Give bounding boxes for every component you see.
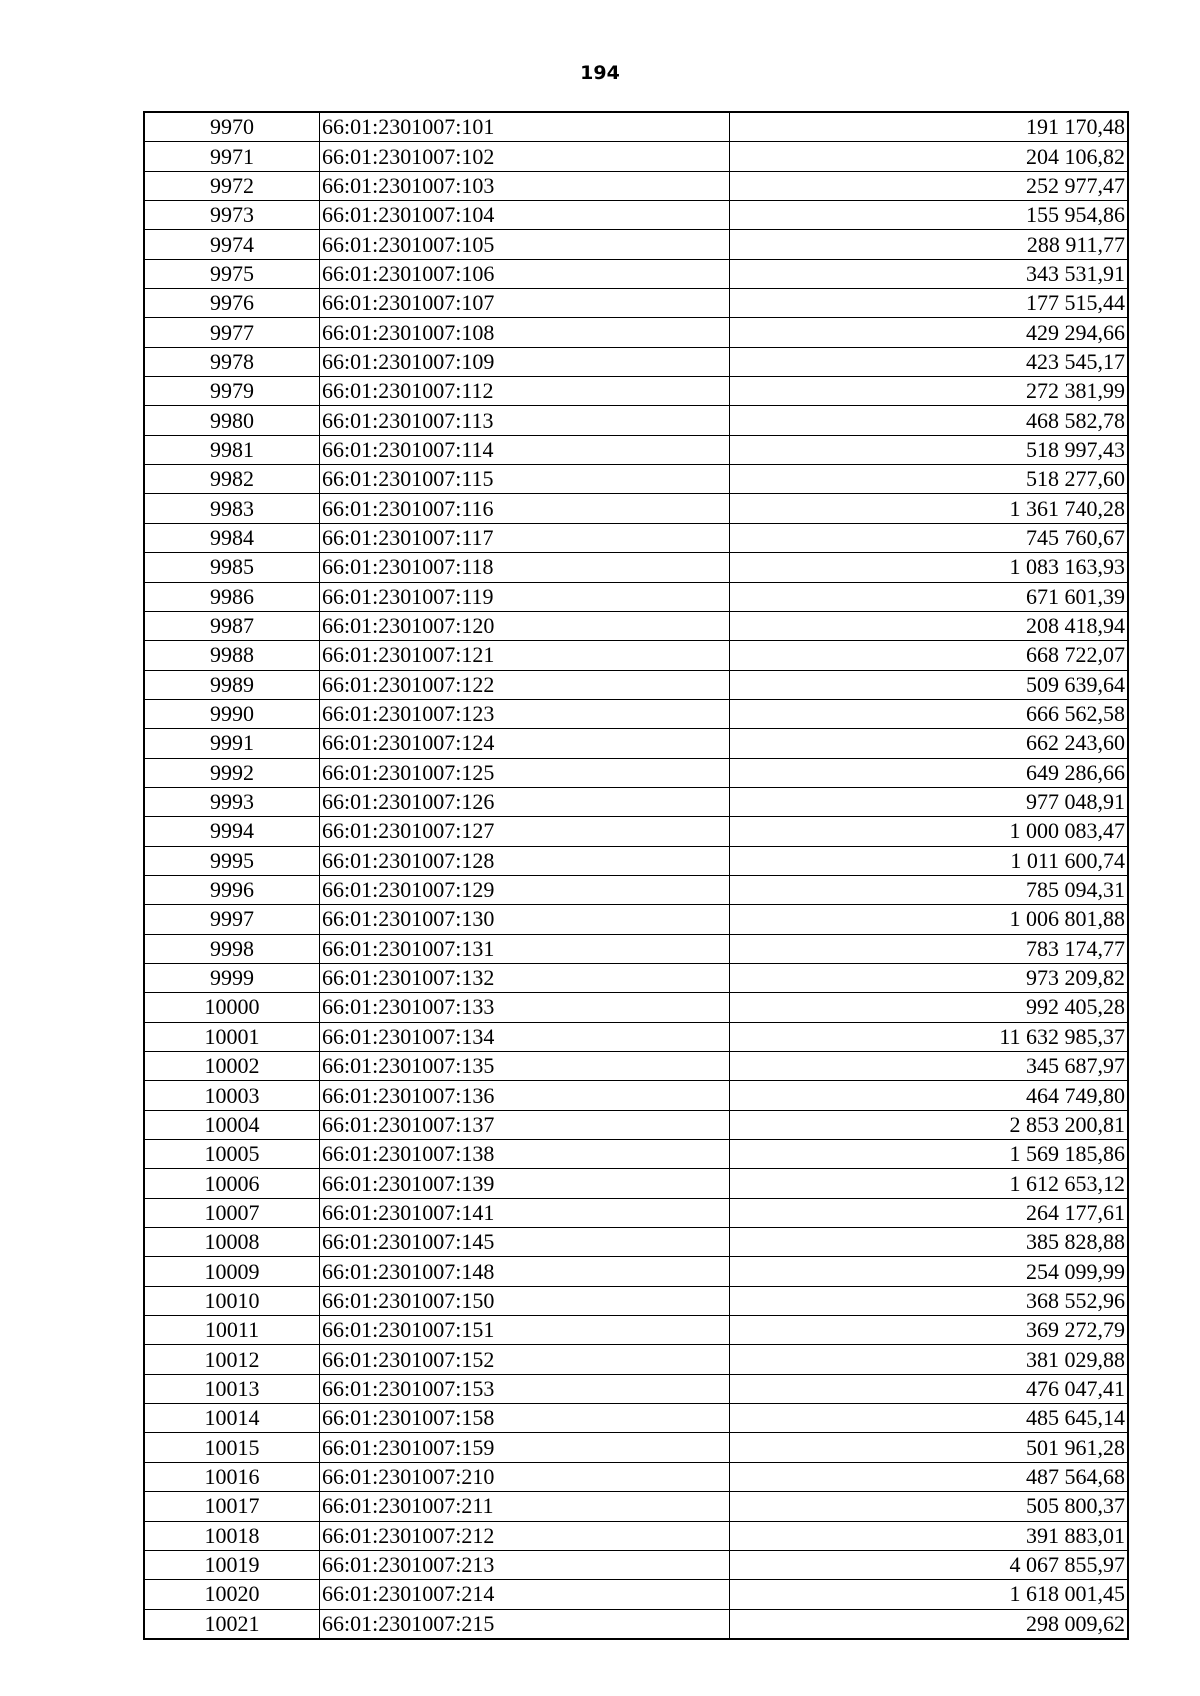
row-number-cell: 9972: [144, 171, 320, 200]
cadastral-number-cell: 66:01:2301007:127: [320, 817, 730, 846]
cadastral-value-cell: 385 828,88: [730, 1228, 1129, 1257]
row-number-cell: 9977: [144, 318, 320, 347]
cadastral-number-cell: 66:01:2301007:120: [320, 611, 730, 640]
table-row: [144, 1110, 1128, 1139]
cadastral-value-cell: 252 977,47: [730, 171, 1129, 200]
table-row: [144, 1492, 1128, 1521]
row-number-cell: 10012: [144, 1345, 320, 1374]
cadastral-number-cell: 66:01:2301007:114: [320, 435, 730, 464]
table-row: [144, 347, 1128, 376]
cadastral-value-cell: 1 612 653,12: [730, 1169, 1129, 1198]
cadastral-number-cell: 66:01:2301007:108: [320, 318, 730, 347]
cadastral-number-cell: 66:01:2301007:124: [320, 729, 730, 758]
page-number: 194: [580, 62, 620, 84]
table-row: [144, 171, 1128, 200]
table-row: [144, 934, 1128, 963]
cadastral-value-cell: 208 418,94: [730, 611, 1129, 640]
cadastral-value-cell: 668 722,07: [730, 641, 1129, 670]
cadastral-value-cell: 468 582,78: [730, 406, 1129, 435]
row-number-cell: 10000: [144, 993, 320, 1022]
row-number-cell: 10005: [144, 1140, 320, 1169]
table-row: [144, 259, 1128, 288]
cadastral-number-cell: 66:01:2301007:134: [320, 1022, 730, 1051]
cadastral-number-cell: 66:01:2301007:117: [320, 523, 730, 552]
cadastral-number-cell: 66:01:2301007:148: [320, 1257, 730, 1286]
cadastral-value-cell: 177 515,44: [730, 289, 1129, 318]
table-row: [144, 1404, 1128, 1433]
cadastral-value-cell: 1 569 185,86: [730, 1140, 1129, 1169]
table-row: [144, 112, 1128, 142]
table-body: [144, 112, 1128, 1639]
cadastral-number-cell: 66:01:2301007:150: [320, 1286, 730, 1315]
cadastral-number-cell: 66:01:2301007:159: [320, 1433, 730, 1462]
table-row: [144, 641, 1128, 670]
cadastral-number-cell: 66:01:2301007:113: [320, 406, 730, 435]
table-row: [144, 787, 1128, 816]
cadastral-value-cell: 662 243,60: [730, 729, 1129, 758]
cadastral-value-cell: 4 067 855,97: [730, 1550, 1129, 1579]
cadastral-value-cell: 11 632 985,37: [730, 1022, 1129, 1051]
cadastral-value-cell: 1 083 163,93: [730, 553, 1129, 582]
row-number-cell: 9983: [144, 494, 320, 523]
row-number-cell: 10007: [144, 1198, 320, 1227]
table-row: [144, 1228, 1128, 1257]
cadastral-number-cell: 66:01:2301007:131: [320, 934, 730, 963]
cadastral-number-cell: 66:01:2301007:125: [320, 758, 730, 787]
cadastral-number-cell: 66:01:2301007:102: [320, 142, 730, 171]
cadastral-value-cell: 783 174,77: [730, 934, 1129, 963]
cadastral-value-cell: 973 209,82: [730, 963, 1129, 992]
row-number-cell: 10006: [144, 1169, 320, 1198]
cadastral-value-cell: 785 094,31: [730, 875, 1129, 904]
row-number-cell: 9970: [144, 112, 320, 142]
table-row: [144, 1521, 1128, 1550]
cadastral-number-cell: 66:01:2301007:153: [320, 1374, 730, 1403]
table-row: [144, 377, 1128, 406]
table-row: [144, 905, 1128, 934]
row-number-cell: 10017: [144, 1492, 320, 1521]
row-number-cell: 9973: [144, 201, 320, 230]
cadastral-value-cell: 992 405,28: [730, 993, 1129, 1022]
row-number-cell: 10009: [144, 1257, 320, 1286]
row-number-cell: 9978: [144, 347, 320, 376]
row-number-cell: 9981: [144, 435, 320, 464]
table-row: [144, 993, 1128, 1022]
cadastral-number-cell: 66:01:2301007:107: [320, 289, 730, 318]
row-number-cell: 9991: [144, 729, 320, 758]
table-row: [144, 1374, 1128, 1403]
cadastral-number-cell: 66:01:2301007:133: [320, 993, 730, 1022]
cadastral-value-cell: 264 177,61: [730, 1198, 1129, 1227]
table-row: [144, 963, 1128, 992]
table-row: [144, 670, 1128, 699]
cadastral-number-cell: 66:01:2301007:128: [320, 846, 730, 875]
row-number-cell: 9998: [144, 934, 320, 963]
cadastral-number-cell: 66:01:2301007:130: [320, 905, 730, 934]
cadastral-value-cell: 671 601,39: [730, 582, 1129, 611]
cadastral-number-cell: 66:01:2301007:132: [320, 963, 730, 992]
row-number-cell: 9993: [144, 787, 320, 816]
cadastral-value-cell: 288 911,77: [730, 230, 1129, 259]
row-number-cell: 9990: [144, 699, 320, 728]
table-row: [144, 435, 1128, 464]
cadastral-number-cell: 66:01:2301007:136: [320, 1081, 730, 1110]
cadastral-value-cell: 343 531,91: [730, 259, 1129, 288]
cadastral-value-cell: 155 954,86: [730, 201, 1129, 230]
row-number-cell: 9984: [144, 523, 320, 552]
table-row: [144, 875, 1128, 904]
cadastral-number-cell: 66:01:2301007:123: [320, 699, 730, 728]
cadastral-number-cell: 66:01:2301007:158: [320, 1404, 730, 1433]
cadastral-value-cell: 476 047,41: [730, 1374, 1129, 1403]
cadastral-number-cell: 66:01:2301007:129: [320, 875, 730, 904]
cadastral-number-cell: 66:01:2301007:119: [320, 582, 730, 611]
row-number-cell: 9995: [144, 846, 320, 875]
cadastral-value-cell: 485 645,14: [730, 1404, 1129, 1433]
row-number-cell: 9985: [144, 553, 320, 582]
cadastral-number-cell: 66:01:2301007:112: [320, 377, 730, 406]
cadastral-value-cell: 518 277,60: [730, 465, 1129, 494]
table-row: [144, 406, 1128, 435]
cadastral-value-cell: 501 961,28: [730, 1433, 1129, 1462]
table-row: [144, 1316, 1128, 1345]
cadastral-value-cell: 509 639,64: [730, 670, 1129, 699]
table-row: [144, 494, 1128, 523]
cadastral-value-cell: 368 552,96: [730, 1286, 1129, 1315]
row-number-cell: 9997: [144, 905, 320, 934]
row-number-cell: 9971: [144, 142, 320, 171]
cadastral-number-cell: 66:01:2301007:214: [320, 1580, 730, 1609]
table-row: [144, 1433, 1128, 1462]
cadastral-value-cell: 1 000 083,47: [730, 817, 1129, 846]
table-row: [144, 318, 1128, 347]
cadastral-number-cell: 66:01:2301007:104: [320, 201, 730, 230]
cadastral-value-cell: 381 029,88: [730, 1345, 1129, 1374]
cadastral-number-cell: 66:01:2301007:139: [320, 1169, 730, 1198]
cadastral-number-cell: 66:01:2301007:137: [320, 1110, 730, 1139]
cadastral-number-cell: 66:01:2301007:215: [320, 1609, 730, 1639]
row-number-cell: 9974: [144, 230, 320, 259]
cadastral-value-cell: 464 749,80: [730, 1081, 1129, 1110]
table-row: [144, 142, 1128, 171]
table-row: [144, 1580, 1128, 1609]
row-number-cell: 10010: [144, 1286, 320, 1315]
row-number-cell: 9989: [144, 670, 320, 699]
cadastral-value-cell: 369 272,79: [730, 1316, 1129, 1345]
table-row: [144, 699, 1128, 728]
table-row: [144, 1081, 1128, 1110]
row-number-cell: 10001: [144, 1022, 320, 1051]
cadastral-number-cell: 66:01:2301007:141: [320, 1198, 730, 1227]
row-number-cell: 9996: [144, 875, 320, 904]
row-number-cell: 9979: [144, 377, 320, 406]
cadastral-value-cell: 487 564,68: [730, 1462, 1129, 1491]
cadastral-number-cell: 66:01:2301007:118: [320, 553, 730, 582]
cadastral-value-cell: 345 687,97: [730, 1052, 1129, 1081]
row-number-cell: 10020: [144, 1580, 320, 1609]
cadastral-value-cell: 977 048,91: [730, 787, 1129, 816]
table-row: [144, 201, 1128, 230]
row-number-cell: 9976: [144, 289, 320, 318]
cadastral-number-cell: 66:01:2301007:105: [320, 230, 730, 259]
table-row: [144, 582, 1128, 611]
cadastral-number-cell: 66:01:2301007:109: [320, 347, 730, 376]
table-row: [144, 553, 1128, 582]
cadastral-value-cell: 272 381,99: [730, 377, 1129, 406]
cadastral-number-cell: 66:01:2301007:115: [320, 465, 730, 494]
cadastral-value-cell: 1 618 001,45: [730, 1580, 1129, 1609]
cadastral-number-cell: 66:01:2301007:101: [320, 112, 730, 142]
cadastral-value-cell: 2 853 200,81: [730, 1110, 1129, 1139]
cadastral-value-cell: 649 286,66: [730, 758, 1129, 787]
row-number-cell: 9992: [144, 758, 320, 787]
cadastral-value-cell: 191 170,48: [730, 112, 1129, 142]
cadastral-value-cell: 1 006 801,88: [730, 905, 1129, 934]
table-row: [144, 846, 1128, 875]
cadastral-number-cell: 66:01:2301007:210: [320, 1462, 730, 1491]
cadastral-number-cell: 66:01:2301007:121: [320, 641, 730, 670]
row-number-cell: 10008: [144, 1228, 320, 1257]
table-row: [144, 1022, 1128, 1051]
table-row: [144, 1462, 1128, 1491]
cadastral-value-cell: 745 760,67: [730, 523, 1129, 552]
table-row: [144, 1345, 1128, 1374]
row-number-cell: 10019: [144, 1550, 320, 1579]
row-number-cell: 10011: [144, 1316, 320, 1345]
cadastral-value-cell: 254 099,99: [730, 1257, 1129, 1286]
cadastral-value-cell: 1 361 740,28: [730, 494, 1129, 523]
table-row: [144, 1609, 1128, 1639]
table-row: [144, 1257, 1128, 1286]
cadastral-number-cell: 66:01:2301007:106: [320, 259, 730, 288]
cadastral-value-cell: 429 294,66: [730, 318, 1129, 347]
table-row: [144, 1198, 1128, 1227]
table-row: [144, 611, 1128, 640]
cadastral-number-cell: 66:01:2301007:211: [320, 1492, 730, 1521]
row-number-cell: 9980: [144, 406, 320, 435]
table-row: [144, 1550, 1128, 1579]
row-number-cell: 10016: [144, 1462, 320, 1491]
row-number-cell: 10014: [144, 1404, 320, 1433]
row-number-cell: 10021: [144, 1609, 320, 1639]
row-number-cell: 10015: [144, 1433, 320, 1462]
cadastral-value-table: [143, 111, 1129, 1640]
cadastral-number-cell: 66:01:2301007:212: [320, 1521, 730, 1550]
row-number-cell: 9986: [144, 582, 320, 611]
cadastral-number-cell: 66:01:2301007:126: [320, 787, 730, 816]
cadastral-number-cell: 66:01:2301007:122: [320, 670, 730, 699]
table-row: [144, 1286, 1128, 1315]
table-row: [144, 289, 1128, 318]
table-row: [144, 729, 1128, 758]
cadastral-value-cell: 518 997,43: [730, 435, 1129, 464]
cadastral-number-cell: 66:01:2301007:213: [320, 1550, 730, 1579]
row-number-cell: 10003: [144, 1081, 320, 1110]
row-number-cell: 9987: [144, 611, 320, 640]
row-number-cell: 9999: [144, 963, 320, 992]
cadastral-number-cell: 66:01:2301007:103: [320, 171, 730, 200]
cadastral-value-cell: 666 562,58: [730, 699, 1129, 728]
table-row: [144, 1169, 1128, 1198]
cadastral-value-cell: 423 545,17: [730, 347, 1129, 376]
table-row: [144, 465, 1128, 494]
cadastral-number-cell: 66:01:2301007:152: [320, 1345, 730, 1374]
row-number-cell: 9994: [144, 817, 320, 846]
row-number-cell: 10018: [144, 1521, 320, 1550]
table-row: [144, 1052, 1128, 1081]
cadastral-value-cell: 505 800,37: [730, 1492, 1129, 1521]
cadastral-value-cell: 204 106,82: [730, 142, 1129, 171]
cadastral-number-cell: 66:01:2301007:145: [320, 1228, 730, 1257]
cadastral-value-cell: 298 009,62: [730, 1609, 1129, 1639]
cadastral-value-cell: 391 883,01: [730, 1521, 1129, 1550]
cadastral-value-cell: 1 011 600,74: [730, 846, 1129, 875]
table-row: [144, 230, 1128, 259]
row-number-cell: 9988: [144, 641, 320, 670]
row-number-cell: 9982: [144, 465, 320, 494]
cadastral-number-cell: 66:01:2301007:151: [320, 1316, 730, 1345]
row-number-cell: 10002: [144, 1052, 320, 1081]
cadastral-number-cell: 66:01:2301007:138: [320, 1140, 730, 1169]
table-row: [144, 817, 1128, 846]
table-row: [144, 523, 1128, 552]
row-number-cell: 10013: [144, 1374, 320, 1403]
cadastral-number-cell: 66:01:2301007:116: [320, 494, 730, 523]
table-row: [144, 758, 1128, 787]
row-number-cell: 10004: [144, 1110, 320, 1139]
row-number-cell: 9975: [144, 259, 320, 288]
table-row: [144, 1140, 1128, 1169]
cadastral-number-cell: 66:01:2301007:135: [320, 1052, 730, 1081]
